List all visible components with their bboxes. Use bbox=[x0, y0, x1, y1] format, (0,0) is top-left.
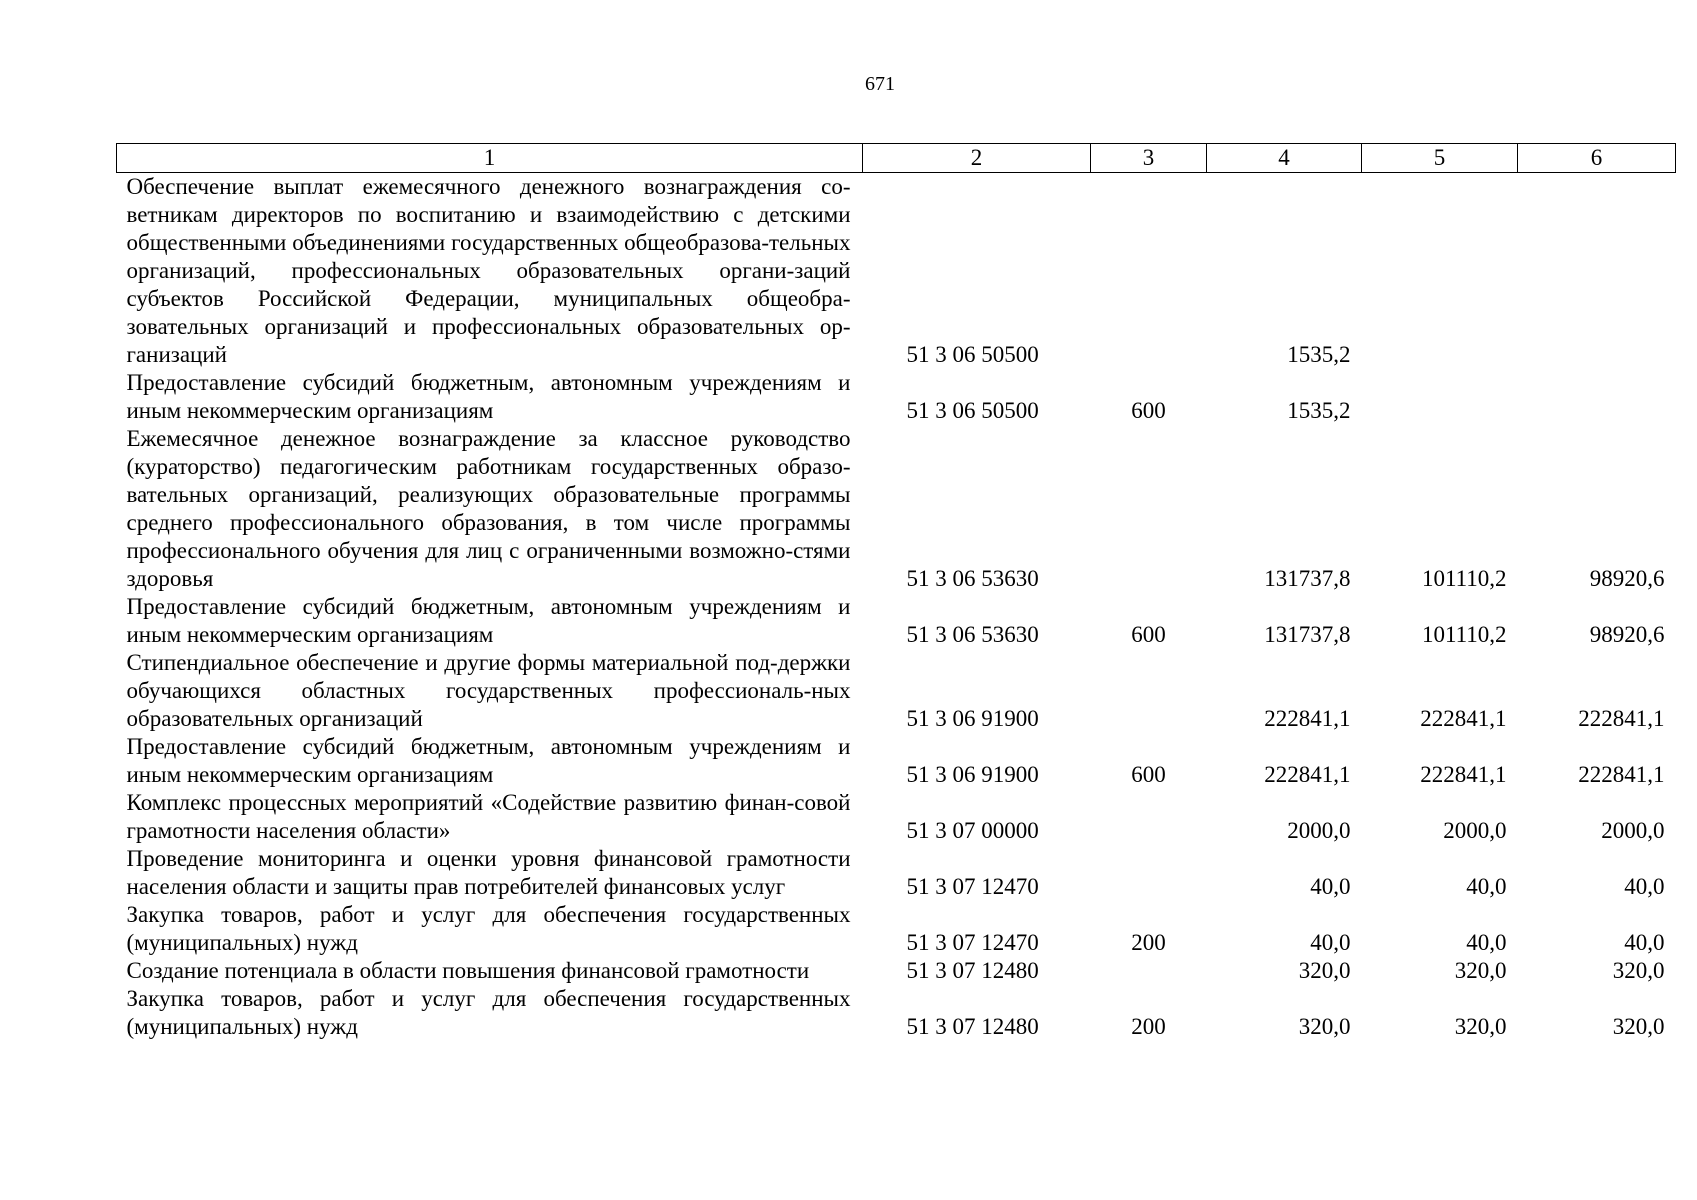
row-value-col5: 2000,0 bbox=[1443, 818, 1507, 843]
row-value-col6: 98920,6 bbox=[1589, 566, 1665, 591]
row-value-col4: 2000,0 bbox=[1287, 818, 1351, 843]
row-expense-type bbox=[1091, 845, 1207, 901]
row-value-col4: 131737,8 bbox=[1264, 566, 1351, 591]
row-value-col6: 222841,1 bbox=[1578, 706, 1665, 731]
row-value-col4: 222841,1 bbox=[1264, 762, 1351, 787]
row-value-col5 bbox=[1362, 369, 1518, 425]
row-value-col6: 320,0 bbox=[1612, 958, 1665, 983]
row-name: Ежемесячное денежное вознаграждение за классное руководство (кураторство) педагогическим работникам государственных образо-вательных организаций, реализующих образовательные программы среднего профессионального образования, в том числе программы профессионального обучения для лиц с ограниченными возможно-стями здоровья bbox=[126, 426, 851, 591]
row-code: 51 3 07 12470 bbox=[906, 930, 1039, 955]
row-value-col6: 98920,6 bbox=[1589, 622, 1665, 647]
table-row bbox=[117, 593, 1676, 649]
row-name: Закупка товаров, работ и услуг для обеспечения государственных (муниципальных) нужд bbox=[126, 902, 851, 955]
table-row bbox=[117, 369, 1676, 425]
row-name: Комплекс процессных мероприятий «Содействие развитию финан-совой грамотности населения области» bbox=[126, 790, 851, 843]
row-expense-type: 600 bbox=[1131, 622, 1166, 647]
row-name: Стипендиальное обеспечение и другие формы материальной под-держки обучающихся областных государственных профессиональ-ных образовательных организаций bbox=[126, 650, 851, 731]
budget-table bbox=[116, 143, 1676, 1041]
row-expense-type bbox=[1091, 649, 1207, 733]
table-row bbox=[117, 957, 1676, 985]
row-code: 51 3 07 00000 bbox=[906, 818, 1039, 843]
row-value-col4: 1535,2 bbox=[1287, 398, 1351, 423]
row-value-col4: 1535,2 bbox=[1287, 342, 1351, 367]
table-body bbox=[117, 173, 1676, 1042]
row-value-col4: 40,0 bbox=[1310, 930, 1351, 955]
row-name: Предоставление субсидий бюджетным, автономным учреждениям и иным некоммерческим организациям bbox=[126, 370, 851, 423]
row-name: Предоставление субсидий бюджетным, автономным учреждениям и иным некоммерческим организациям bbox=[126, 734, 851, 787]
row-expense-type bbox=[1091, 957, 1207, 985]
row-code: 51 3 06 53630 bbox=[906, 566, 1039, 591]
table-row bbox=[117, 789, 1676, 845]
page-number: 671 bbox=[865, 73, 895, 95]
row-value-col6: 222841,1 bbox=[1578, 762, 1665, 787]
table-header bbox=[117, 144, 1676, 173]
row-code: 51 3 06 91900 bbox=[906, 706, 1039, 731]
column-header-3: 3 bbox=[1091, 144, 1207, 173]
row-expense-type: 200 bbox=[1131, 1014, 1166, 1039]
row-name: Создание потенциала в области повышения финансовой грамотности bbox=[126, 958, 810, 983]
row-value-col5: 222841,1 bbox=[1420, 706, 1507, 731]
row-code: 51 3 07 12480 bbox=[906, 1014, 1039, 1039]
row-name: Обеспечение выплат ежемесячного денежного вознаграждения со-ветникам директоров по воспитанию и взаимодействию с детскими общественными объединениями государственных общеобразова-тельных организаций, профессиональных образовательных органи-заций субъектов Российской Федерации, муниципальных общеобра-зовательных организаций и профессиональных образовательных ор-ганизаций bbox=[126, 174, 851, 367]
row-value-col5: 320,0 bbox=[1454, 958, 1507, 983]
row-value-col4: 320,0 bbox=[1298, 958, 1351, 983]
row-value-col5: 40,0 bbox=[1466, 930, 1507, 955]
row-value-col4: 222841,1 bbox=[1264, 706, 1351, 731]
row-value-col4: 131737,8 bbox=[1264, 622, 1351, 647]
row-expense-type: 600 bbox=[1131, 398, 1166, 423]
row-expense-type bbox=[1091, 789, 1207, 845]
header-row bbox=[117, 144, 1676, 173]
table-row bbox=[117, 733, 1676, 789]
row-code: 51 3 06 50500 bbox=[906, 398, 1039, 423]
row-expense-type bbox=[1091, 173, 1207, 370]
column-header-6: 6 bbox=[1518, 144, 1676, 173]
row-expense-type: 200 bbox=[1131, 930, 1166, 955]
table-row bbox=[117, 649, 1676, 733]
column-header-2: 2 bbox=[863, 144, 1091, 173]
row-value-col6: 2000,0 bbox=[1601, 818, 1665, 843]
row-name: Проведение мониторинга и оценки уровня финансовой грамотности населения области и защиты прав потребителей финансовых услуг bbox=[126, 846, 851, 899]
row-value-col6: 40,0 bbox=[1624, 930, 1665, 955]
table-row bbox=[117, 985, 1676, 1041]
row-value-col5: 101110,2 bbox=[1421, 566, 1507, 591]
row-expense-type: 600 bbox=[1131, 762, 1166, 787]
row-expense-type bbox=[1091, 425, 1207, 593]
row-value-col5: 40,0 bbox=[1466, 874, 1507, 899]
table-row bbox=[117, 901, 1676, 957]
row-code: 51 3 06 53630 bbox=[906, 622, 1039, 647]
table-row bbox=[117, 845, 1676, 901]
column-header-5: 5 bbox=[1362, 144, 1518, 173]
row-code: 51 3 06 91900 bbox=[906, 762, 1039, 787]
row-name: Закупка товаров, работ и услуг для обеспечения государственных (муниципальных) нужд bbox=[126, 986, 851, 1039]
row-name: Предоставление субсидий бюджетным, автономным учреждениям и иным некоммерческим организациям bbox=[126, 594, 851, 647]
row-code: 51 3 07 12480 bbox=[906, 958, 1039, 983]
row-code: 51 3 07 12470 bbox=[906, 874, 1039, 899]
budget-table-container bbox=[116, 143, 1675, 1041]
row-code: 51 3 06 50500 bbox=[906, 342, 1039, 367]
row-value-col5: 320,0 bbox=[1454, 1014, 1507, 1039]
table-row bbox=[117, 425, 1676, 593]
row-value-col4: 40,0 bbox=[1310, 874, 1351, 899]
row-value-col5 bbox=[1362, 173, 1518, 370]
row-value-col4: 320,0 bbox=[1298, 1014, 1351, 1039]
table-row bbox=[117, 173, 1676, 370]
column-header-1: 1 bbox=[117, 144, 863, 173]
row-value-col6: 320,0 bbox=[1612, 1014, 1665, 1039]
row-value-col6 bbox=[1518, 369, 1676, 425]
row-value-col6 bbox=[1518, 173, 1676, 370]
row-value-col5: 101110,2 bbox=[1421, 622, 1507, 647]
row-value-col5: 222841,1 bbox=[1420, 762, 1507, 787]
column-header-4: 4 bbox=[1207, 144, 1362, 173]
row-value-col6: 40,0 bbox=[1624, 874, 1665, 899]
